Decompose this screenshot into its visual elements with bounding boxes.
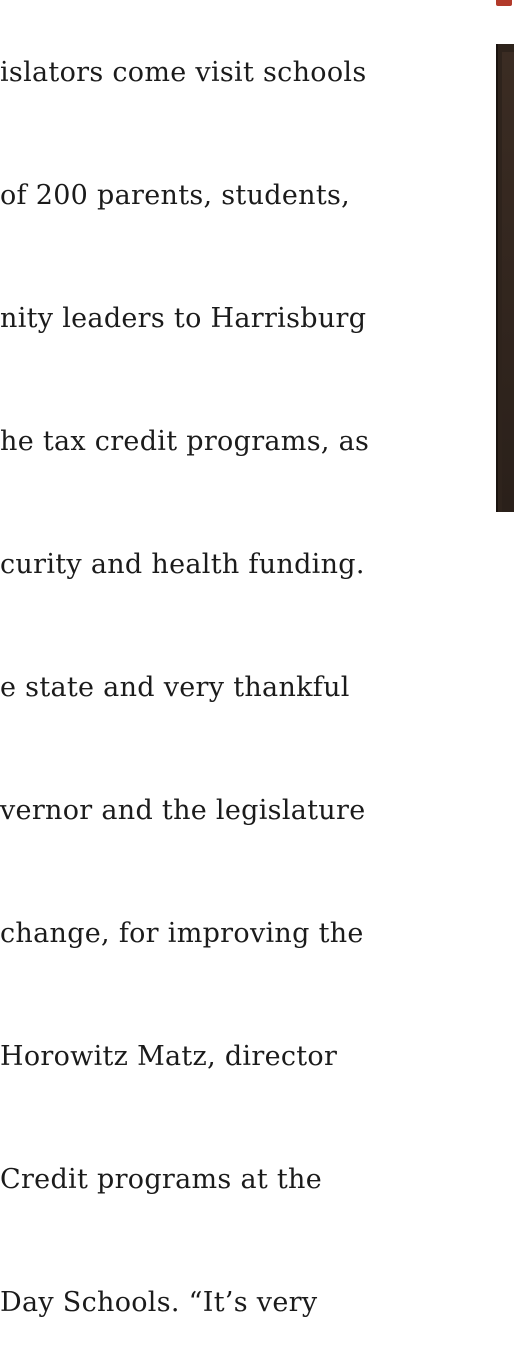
article-line: Horowitz Matz, director: [0, 1041, 338, 1072]
photo-corner-graphic: [496, 0, 512, 6]
article-line: change, for improving the: [0, 918, 364, 949]
article-line: of 200 parents, students,: [0, 180, 351, 211]
photo-image: [502, 52, 514, 512]
article-line: curity and health funding.: [0, 549, 365, 580]
article-line: Day Schools. “It’s very: [0, 1287, 318, 1318]
article-line: he tax credit programs, as: [0, 426, 370, 457]
article-line: nity leaders to Harrisburg: [0, 303, 367, 334]
article-line: e state and very thankful: [0, 672, 350, 703]
article-line: Credit programs at the: [0, 1164, 323, 1195]
article-line: islators come visit schools: [0, 57, 367, 88]
article-line: vernor and the legislature: [0, 795, 366, 826]
photo-frame: [496, 44, 514, 512]
